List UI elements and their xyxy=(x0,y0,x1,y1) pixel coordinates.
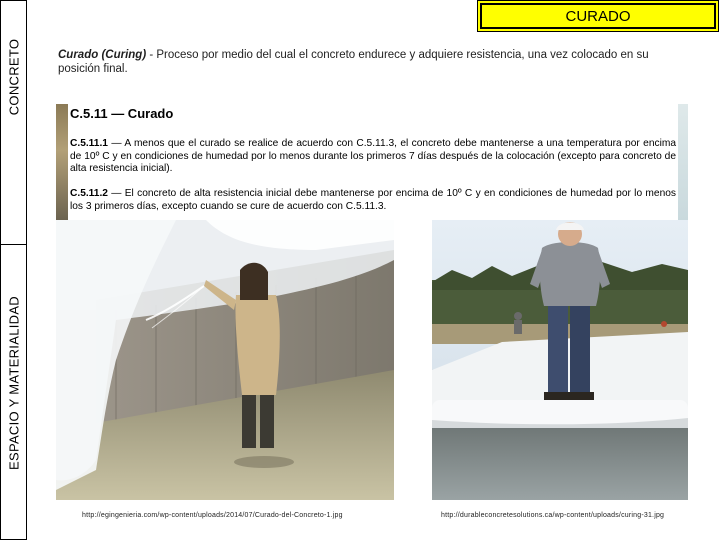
norm-photo-strip-left xyxy=(56,104,68,220)
caption-left-source: http://egingenieria.com/wp-content/uploads/2014/07/Curado-del-Concreto-1.jpg xyxy=(82,512,343,519)
norm-paragraph-1 xyxy=(70,138,676,176)
definition-term: Curado (Curing) xyxy=(58,49,147,61)
definition-body: - Proceso por medio del cual el concreto endurece y adquiere resistencia, una vez colocado en su posición final. xyxy=(58,49,649,75)
norm-excerpt xyxy=(56,104,688,220)
norm-text-2: — El concreto de alta resistencia inicial debe mantenerse por encima de 10º C y en condiciones de humedad por lo menos los 3 primeros días, excepto cuando se cure de acuerdo con C.5.11.3. xyxy=(70,188,676,212)
norm-photo-strip-right xyxy=(678,104,688,220)
sidebar-course-box xyxy=(0,244,27,540)
slide-title-badge xyxy=(477,0,719,32)
sidebar-course-label: ESPACIO Y MATERIALIDAD xyxy=(6,296,21,470)
slide-title: CURADO xyxy=(565,7,631,25)
norm-ref-2: C.5.11.2 xyxy=(70,188,108,199)
norm-paragraph-2 xyxy=(70,188,676,213)
norm-title: C.5.11 — Curado xyxy=(70,106,174,121)
norm-ref-1: C.5.11.1 xyxy=(70,138,108,149)
norm-text-1: — A menos que el curado se realice de acuerdo con C.5.11.3, el concreto debe mantenerse a una temperatura por encima de 10º C y en condiciones de humedad por lo menos durante los primeros 7 días después de la colocación (excepto para concreto de alta resistencia inicial). xyxy=(70,138,676,174)
definition-text xyxy=(58,48,678,76)
curing-photo-blanket xyxy=(432,220,688,500)
sidebar-topic-box xyxy=(0,0,27,244)
caption-right-source: http://durableconcretesolutions.ca/wp-content/uploads/curing-31.jpg xyxy=(441,512,665,519)
sidebar-topic-label: CONCRETO xyxy=(6,38,21,115)
curing-photo-spraying xyxy=(56,220,394,500)
